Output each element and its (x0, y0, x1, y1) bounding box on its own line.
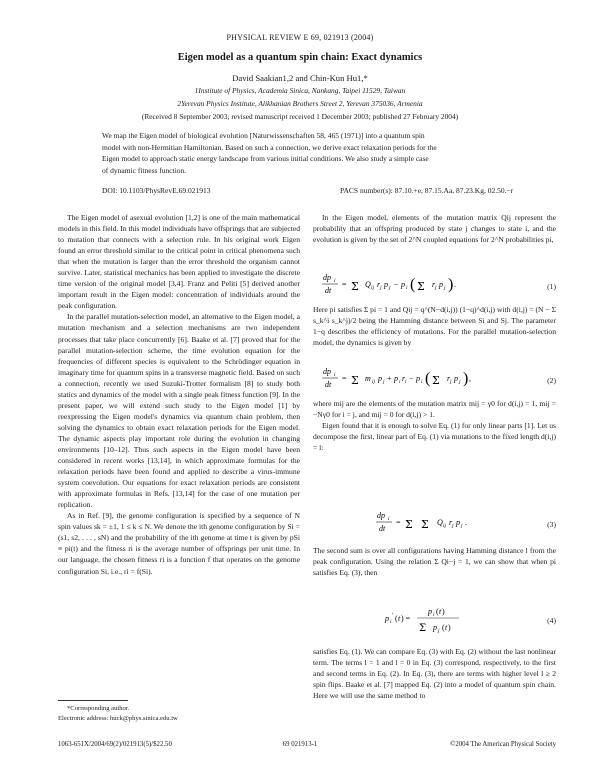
equation-4 (313, 600, 556, 640)
svg-text:.: . (454, 280, 456, 289)
svg-text:m: m (365, 374, 371, 383)
body-paragraph: The second sum is over all configurations having Hamming distance l from the peak configuration. Using the relation Σ Qi−j = 1, we can show that when pi satisfies Eq. (3), then (313, 546, 556, 578)
svg-text:j: j (461, 523, 463, 529)
footnote-divider (58, 700, 128, 701)
equation-2 (313, 360, 556, 394)
right-paragraph-5 (313, 646, 556, 701)
svg-text:′: ′ (392, 613, 394, 619)
body-paragraph: As in Ref. [9], the genome configuration is specified by a sequence of N spin values sk = ±1, 1 ≤ k ≤ N. We denote the ith genome configuration by Si = (s1, s2, . . . , sN) and the probability of the ith genome at time t is given by pSi ≡ pi(t) and the fitness ri is the average number of offsprings per unit time. In our language, the chosen fitness ri is a function f that operates on the genome configuration Si, i.e., ri = f(Si). (58, 511, 300, 576)
svg-text:Q: Q (437, 518, 443, 527)
svg-text:(: ( (410, 276, 416, 293)
affiliation-1: 1Institute of Physics, Academia Sinica, Nankang, Taipei 11529, Taiwan (194, 86, 406, 95)
svg-text:): ) (463, 370, 469, 387)
svg-text:r: r (377, 280, 381, 289)
svg-text:j: j (459, 379, 461, 385)
svg-text:i: i (390, 619, 392, 625)
svg-text:dp: dp (323, 273, 331, 282)
svg-text:i: i (334, 372, 336, 378)
abstract (102, 130, 500, 176)
svg-text:Σ: Σ (351, 374, 359, 387)
svg-text:j: j (389, 285, 391, 291)
svg-text:p: p (416, 374, 420, 383)
footer-center: 69 021913-1 (282, 741, 318, 748)
svg-text:i: i (421, 379, 423, 385)
pacs-numbers: PACS number(s): 87.10.+e, 87.15.Aa, 87.23.Kg, 02.50.−r (340, 186, 514, 195)
svg-text:r: r (402, 374, 406, 383)
svg-text:p: p (433, 623, 437, 632)
received-dates: (Received 8 September 2003; revised manuscript received 1 December 2003; published 27 February 2004) (141, 112, 459, 121)
body-paragraph: Eigen found that it is enough to solve Eq. (1) for only linear parts [1]. Let us decompose the first, linear part of Eq. (1) via mutations to the fixed length d(i,j) = l: (313, 421, 556, 453)
svg-text:i: i (334, 278, 336, 284)
svg-text:r: r (432, 280, 436, 289)
footer-right: ©2004 The American Physical Society (450, 741, 556, 748)
body-paragraph: Here pi satisfies Σ pi = 1 and Qij = q^(N−d(i,j)) (1−q)^d(i,j) with d(i,j) = (N − Σ s_k^i s_k^j)/2 being the Hamming distance between Si and Sj. The parameter 1−q describes the efficiency of mutations. For the parallel mutation-selection model, the dynamics is given by (313, 305, 556, 348)
svg-text:): ) (448, 623, 451, 632)
right-paragraph-4 (313, 545, 556, 578)
svg-text:(: ( (442, 623, 445, 632)
svg-text:p: p (456, 518, 460, 527)
svg-text:j: j (380, 285, 382, 291)
equation-number: (1) (547, 282, 556, 291)
equation-number: (3) (547, 520, 556, 529)
svg-text:,: , (469, 374, 471, 383)
author-list: David Saakian1,2 and Chin-Kun Hu1,* (232, 73, 368, 83)
svg-text:(: ( (436, 607, 439, 616)
abstract-line: We map the Eigen model of biological evolution [Naturwissenschaften 58, 465 (1971)] into a quantum spin (102, 131, 425, 140)
svg-text:i: i (406, 285, 408, 291)
right-paragraph-3 (313, 398, 556, 453)
equation-4-graphic (313, 600, 556, 640)
svg-text:Σ: Σ (421, 518, 429, 531)
svg-text:i: i (405, 379, 407, 385)
footnote (58, 704, 298, 723)
svg-text:(: ( (425, 370, 431, 387)
svg-text:p: p (454, 374, 458, 383)
svg-text:ij: ij (443, 523, 447, 529)
svg-text:−: − (394, 280, 399, 289)
right-paragraph-1 (313, 212, 556, 245)
svg-text:=: = (342, 374, 347, 383)
svg-text:p: p (385, 614, 389, 623)
footnote-corresponding: *Corresponding author. (67, 705, 130, 712)
svg-text:Q: Q (365, 280, 371, 289)
equation-2-graphic (313, 360, 556, 394)
svg-text:.: . (465, 518, 467, 527)
svg-text:Σ: Σ (351, 280, 359, 293)
body-paragraph: In the Eigen model, elements of the mutation matrix Qij represent the probability that an offspring produced by state j changes to state i, and the evolution is given by the set of 2^N coupled equations for 2^N probabilities pi, (313, 213, 556, 245)
svg-text:+: + (387, 374, 392, 383)
footnote-email: Electronic address: huck@phys.sinica.edu.tw (58, 714, 178, 722)
svg-text:=: = (342, 280, 347, 289)
equation-1 (313, 266, 556, 300)
svg-text:p: p (439, 280, 443, 289)
left-column (58, 212, 300, 577)
svg-text:j: j (383, 379, 385, 385)
footer-left: 1063-651X/2004/69(2)/021913(5)/$22.50 (58, 741, 172, 748)
svg-text:dt: dt (325, 380, 332, 389)
svg-text:j: j (444, 285, 446, 291)
svg-text:p: p (401, 280, 405, 289)
affiliation-2: 2Yerevan Physics Institute, Alikhanian Brothers Street 2, Yerevan 375036, Armenia (177, 99, 423, 108)
svg-text:Σ: Σ (419, 623, 427, 634)
svg-text:i: i (399, 379, 401, 385)
equation-3-graphic (313, 504, 556, 538)
svg-text:p: p (394, 374, 398, 383)
svg-text:p: p (428, 607, 432, 616)
journal-header: PHYSICAL REVIEW E 69, 021913 (2004) (226, 33, 374, 42)
svg-text:j: j (452, 523, 454, 529)
body-paragraph: satisfies Eq. (1). We can compare Eq. (3) with Eq. (2) without the last nonlinear term. The terms l = 1 and l = 0 in Eq. (3) correspond, respectively, to the first and second terms in Eq. (2). In Eq. (3), there are terms with higher level l ≥ 2 spin flips. Baake et al. [7] mapped Eq. (2) into a model of quantum spin chain. Here we will use the same method to (313, 647, 556, 701)
svg-text:j: j (450, 379, 452, 385)
svg-text:dt: dt (325, 286, 332, 295)
body-paragraph: where mij are the elements of the mutation matrix mij = γ0 for d(i,j) = 1, mij = −Nγ0 for i = j, and mij = 0 for d(i,j) > 1. (313, 399, 556, 420)
svg-text:r: r (449, 518, 453, 527)
equation-3 (313, 504, 556, 538)
svg-text:dt: dt (379, 524, 386, 533)
svg-text:p: p (378, 374, 382, 383)
svg-text:): ) (448, 276, 454, 293)
body-paragraph: The Eigen model of asexual evolution [1,2] is one of the main mathematical models in this field. In this model individuals have offsprings that are subjected to mutation that connects with a selection rule. In his original work Eigen found an error threshold similar to the critical point in critical phenomena such that when the mutation is larger than the error threshold the organism cannot survive. Later, statistical mechanics has been applied to investigate the discrete time version of the original model [3,4]. Franz and Peliti [5] derived another important result in the Eigen model: concentration of individuals around the peak configuration. (58, 213, 300, 311)
svg-text:ij: ij (371, 285, 375, 291)
svg-text:p: p (384, 280, 388, 289)
abstract-line: of dynamic fitness function. (102, 165, 187, 175)
paper-title: Eigen model as a quantum spin chain: Exact dynamics (177, 52, 423, 63)
svg-text:Σ: Σ (417, 280, 425, 293)
doi: DOI: 10.1103/PhysRevE.69.021913 (102, 186, 211, 195)
svg-text:dp: dp (323, 367, 331, 376)
svg-text:j: j (438, 628, 440, 634)
right-paragraph-2 (313, 304, 556, 348)
svg-text:t: t (439, 607, 442, 616)
svg-text:t: t (445, 623, 448, 632)
equation-1-graphic (313, 266, 556, 300)
svg-text:dp: dp (377, 511, 385, 520)
svg-text:(: ( (395, 614, 398, 623)
svg-text:) =: ) = (401, 614, 411, 623)
svg-text:): ) (442, 607, 445, 616)
equation-number: (4) (547, 616, 556, 625)
svg-text:j: j (435, 285, 437, 291)
equation-number: (2) (547, 376, 556, 385)
svg-text:ij: ij (372, 379, 376, 385)
svg-text:−: − (409, 374, 414, 383)
svg-text:Σ: Σ (405, 518, 413, 531)
svg-text:Σ: Σ (432, 374, 440, 387)
svg-text:=: = (396, 518, 401, 527)
abstract-line: Eigen model to approach static energy landscape from various initial conditions. We also study a simple case (102, 154, 429, 164)
svg-text:t: t (398, 614, 401, 623)
abstract-line: model with non-Hermitian Hamiltonian. Based on such a connection, we derive exact relaxation periods for the (102, 142, 437, 152)
svg-text:i: i (388, 516, 390, 522)
body-paragraph: In the parallel mutation-selection model, an alternative to the Eigen model, a mutation mechanism and a selection mechanisms are two independent processes that take place concurrently [6]. Baake et al. [7] proved that for the parallel mutation-selection scheme, the time evolution equation for the frequencies of different species is equivalent to the Schrödinger equation in imaginary time for quantum spins in a transverse magnetic field. Based on such a connection, recently we used Suzuki-Trotter formalism [8] to study both statics and dynamics of the model with a single peak fitness function [9]. In the present paper, we will extend such study to the Eigen model [1] by reexpressing the Eigen model's dynamics via quantum chain problem, then solving the dynamics to obtain exact relaxation periods for the Eigen model. The dynamic aspects play important role during the evolution in changing environments [10–12]. Thus such aspects in the Eigen model have been considered in recent works [13,14], in which approximate formulas for the relaxation periods have been found and applied to describe a virus-immune system coevolution. Our equations for exact relaxation periods are consistent with approximate formulas in Refs. [13,14] for the case of one mutation per replication. (58, 312, 301, 510)
svg-text:r: r (447, 374, 451, 383)
svg-text:i: i (433, 612, 435, 618)
